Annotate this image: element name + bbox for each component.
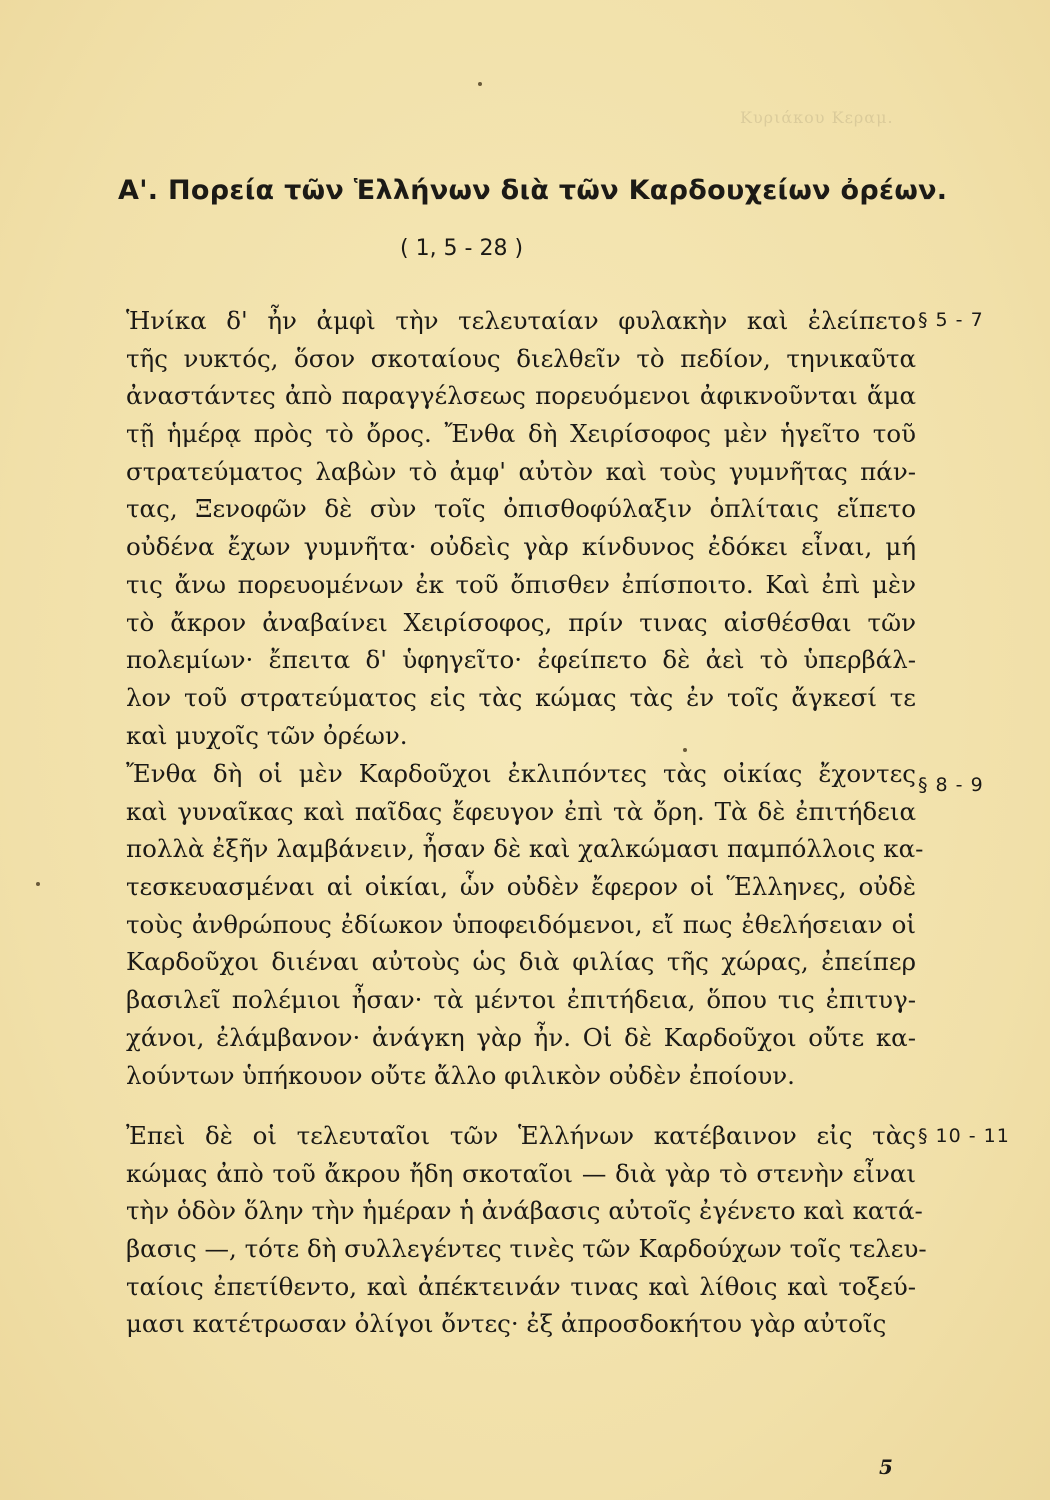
text-line: καὶ μυχοῖς τῶν ὀρέων.: [126, 720, 408, 750]
chapter-reference: ( 1, 5 - 28 ): [400, 236, 524, 261]
page-number: 5: [879, 1455, 893, 1479]
text-line: ταίοις ἐπετίθεντο, καὶ ἀπέκτεινάν τινας καὶ λίθοις καὶ τοξεύ-: [126, 1271, 916, 1301]
text-line: λον τοῦ στρατεύματος εἰς τὰς κώμας τὰς ἐν τοῖς ἄγκεσί τε: [126, 682, 916, 712]
text-line: ἀναστάντες ἀπὸ παραγγέλσεως πορευόμενοι ἀφικνοῦνται ἅμα: [126, 381, 916, 411]
text-line: Ἐπεὶ δὲ οἱ τελευταῖοι τῶν Ἑλλήνων κατέβαινον εἰς τὰς: [126, 1121, 916, 1150]
text-line: κώμας ἀπὸ τοῦ ἄκρου ἤδη σκοταῖοι — διὰ γὰρ τὸ στενὴν εἶναι: [126, 1158, 916, 1188]
text-line: λούντων ὑπήκουον οὔτε ἄλλο φιλικὸν οὐδὲν ἐποίουν.: [126, 1060, 795, 1090]
text-line: τὸ ἄκρον ἀναβαίνει Χειρίσοφος, πρίν τινας αἰσθέσθαι τῶν: [126, 607, 916, 637]
text-line: οὐδένα ἔχων γυμνῆτα· οὐδεὶς γὰρ κίνδυνος ἐδόκει εἶναι, μή: [126, 532, 916, 562]
margin-reference-3: § 10 - 11: [918, 1125, 1010, 1147]
speck: [683, 748, 687, 752]
speck: [478, 82, 482, 86]
text-line: μασι κατέτρωσαν ὀλίγοι ὄντες· ἐξ ἀπροσδοκήτου γὰρ αὐτοῖς: [126, 1309, 887, 1339]
text-line: πολεμίων· ἔπειτα δ' ὑφηγεῖτο· ἐφείπετο δὲ ἀεὶ τὸ ὑπερβάλ-: [126, 645, 916, 675]
text-line: τας, Ξενοφῶν δὲ σὺν τοῖς ὀπισθοφύλαξιν ὁπλίταις εἵπετο: [126, 494, 916, 524]
bleed-through-text: Κυριάκου Κεραμ.: [740, 108, 894, 127]
text-line: τὴν ὁδὸν ὅλην τὴν ἡμέραν ἡ ἀνάβασις αὐτοῖς ἐγένετο καὶ κατά-: [126, 1196, 923, 1226]
margin-reference-1: § 5 - 7: [918, 309, 984, 331]
text-line: τοὺς ἀνθρώπους ἐδίωκον ὑποφειδόμενοι, εἴ πως ἐθελήσειαν οἱ: [126, 909, 916, 939]
text-line: βασις —, τότε δὴ συλλεγέντες τινὲς τῶν Καρδούχων τοῖς τελευ-: [126, 1234, 927, 1264]
text-line: πολλὰ ἐξῆν λαμβάνειν, ἦσαν δὲ καὶ χαλκώμασι παμπόλλοις κα-: [126, 834, 924, 864]
paragraph-2: [126, 755, 924, 1094]
text-line: Ἔνθα δὴ οἱ μὲν Καρδοῦχοι ἐκλιπόντες τὰς οἰκίας ἔχοντες: [126, 759, 916, 788]
text-line: καὶ γυναῖκας καὶ παῖδας ἔφευγον ἐπὶ τὰ ὄρη. Τὰ δὲ ἐπιτήδεια: [126, 796, 916, 826]
text-line: τῇ ἡμέρᾳ πρὸς τὸ ὄρος. Ἔνθα δὴ Χειρίσοφος μὲν ἡγεῖτο τοῦ: [126, 419, 916, 449]
text-line: τῆς νυκτός, ὅσον σκοταίους διελθεῖν τὸ πεδίον, τηνικαῦτα: [126, 343, 916, 373]
text-line: τεσκευασμέναι αἱ οἰκίαι, ὧν οὐδὲν ἔφερον οἱ Ἕλληνες, οὐδὲ: [126, 872, 916, 902]
speck: [36, 882, 40, 886]
text-line: χάνοι, ἐλάμβανον· ἀνάγκη γὰρ ἦν. Οἱ δὲ Καρδοῦχοι οὔτε κα-: [126, 1022, 916, 1052]
text-line: Ἡνίκα δ' ἦν ἀμφὶ τὴν τελευταίαν φυλακὴν καὶ ἐλείπετο: [126, 306, 916, 335]
chapter-title: Α'. Πορεία τῶν Ἑλλήνων διὰ τῶν Καρδουχείων ὀρέων.: [118, 175, 948, 206]
text-line: στρατεύματος λαβὼν τὸ ἀμφ' αὐτὸν καὶ τοὺς γυμνῆτας πάν-: [126, 456, 916, 486]
paragraph-1: [126, 302, 916, 754]
text-line: τις ἄνω πορευομένων ἐκ τοῦ ὄπισθεν ἐπίσποιτο. Καὶ ἐπὶ μὲν: [126, 569, 916, 599]
text-line: βασιλεῖ πολέμιοι ἦσαν· τὰ μέντοι ἐπιτήδεια, ὅπου τις ἐπιτυγ-: [126, 985, 916, 1015]
text-line: Καρδοῦχοι διιέναι αὐτοὺς ὡς διὰ φιλίας τῆς χώρας, ἐπείπερ: [126, 947, 916, 977]
paragraph-3: [126, 1117, 927, 1343]
margin-reference-2: § 8 - 9: [918, 774, 984, 796]
